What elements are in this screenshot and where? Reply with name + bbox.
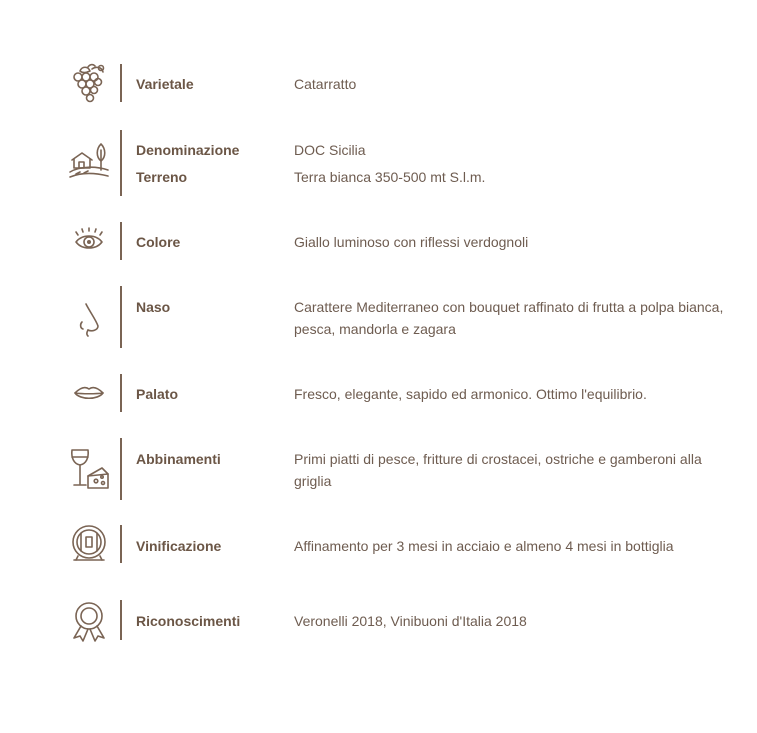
spec-row-riconoscimenti [68, 600, 738, 640]
spec-value: Veronelli 2018, Vinibuoni d'Italia 2018 [294, 613, 527, 629]
spec-item [136, 450, 738, 489]
spec-value: Affinamento per 3 mesi in acciaio e almeno 4 mesi in bottiglia [294, 538, 674, 554]
spec-item [136, 298, 738, 337]
row-divider [120, 64, 122, 102]
spec-row-palato [68, 374, 738, 412]
spec-item [136, 233, 738, 260]
spec-row-colore [68, 222, 738, 260]
spec-label: Colore [136, 234, 181, 250]
vineyard-landscape-icon [68, 140, 110, 182]
spec-item [136, 141, 738, 168]
spec-row-denominazione [68, 130, 738, 196]
eye-icon [68, 220, 110, 262]
row-divider [120, 525, 122, 563]
row-divider [120, 286, 122, 348]
spec-label: Palato [136, 386, 179, 402]
spec-item [136, 75, 738, 102]
spec-label: Vinificazione [136, 538, 222, 554]
row-divider [120, 438, 122, 500]
spec-value: Primi piatti di pesce, fritture di crostacei, ostriche e gamberoni alla griglia [294, 451, 702, 489]
spec-item [136, 168, 738, 195]
spec-value: Fresco, elegante, sapido ed armonico. Ottimo l'equilibrio. [294, 386, 647, 402]
award-ribbon-icon [68, 600, 110, 642]
spec-row-vinificazione [68, 525, 738, 563]
spec-row-varietale [68, 62, 738, 104]
spec-label: Terreno [136, 169, 188, 185]
spec-value: Terra bianca 350-500 mt S.l.m. [294, 169, 486, 185]
grapes-icon [68, 62, 110, 104]
spec-item [136, 385, 738, 412]
spec-value: Carattere Mediterraneo con bouquet raffinato di frutta a polpa bianca, pesca, mandorla e zagara [294, 299, 724, 337]
spec-label: Naso [136, 299, 171, 315]
spec-row-abbinamenti [68, 438, 738, 500]
spec-item [136, 612, 738, 639]
row-divider [120, 130, 122, 196]
row-divider [120, 374, 122, 412]
spec-label: Riconoscimenti [136, 613, 241, 629]
row-divider [120, 222, 122, 260]
spec-value: Giallo luminoso con riflessi verdognoli [294, 234, 529, 250]
spec-label: Denominazione [136, 142, 240, 158]
barrel-icon [68, 523, 110, 565]
spec-value: Catarratto [294, 76, 357, 92]
spec-value: DOC Sicilia [294, 142, 366, 158]
spec-label: Varietale [136, 76, 194, 92]
lips-icon [68, 372, 110, 414]
nose-icon [68, 298, 110, 340]
spec-label: Abbinamenti [136, 451, 221, 467]
spec-row-naso [68, 286, 738, 348]
wine-glass-cheese-icon [68, 448, 110, 490]
spec-item [136, 537, 738, 564]
row-divider [120, 600, 122, 640]
